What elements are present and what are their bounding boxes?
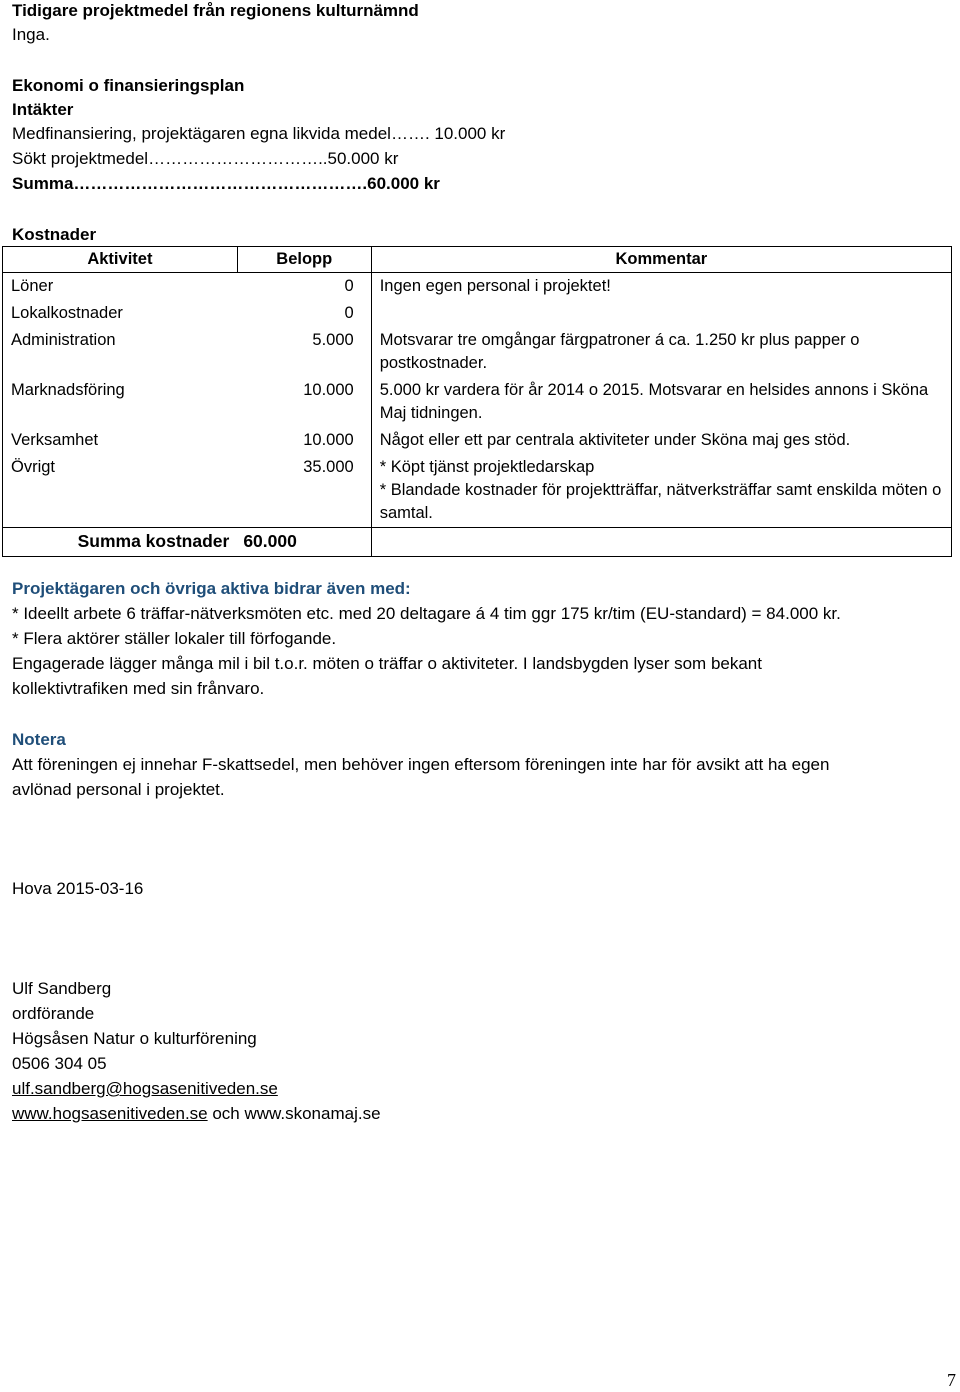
comment-line: * Blandade kostnader för projektträffar, nätverksträffar samt enskilda möten o samtal. bbox=[379, 481, 942, 522]
signer-role: ordförande bbox=[12, 1004, 95, 1023]
table-row bbox=[3, 300, 952, 327]
cell-activity: Verksamhet bbox=[3, 427, 238, 454]
economy-heading: Ekonomi o finansieringsplan bbox=[12, 76, 245, 95]
costs-header-row bbox=[3, 247, 952, 273]
table-row bbox=[3, 377, 952, 427]
cell-activity: Lokalkostnader bbox=[3, 300, 238, 327]
note-heading: Notera bbox=[12, 730, 66, 749]
cell-amount: 0 bbox=[237, 273, 371, 301]
phone-number: 0506 304 05 bbox=[12, 1054, 107, 1073]
costs-heading: Kostnader bbox=[12, 225, 97, 244]
website-text: www.skonamaj.se bbox=[244, 1104, 381, 1123]
costs-sum-row bbox=[3, 528, 952, 557]
organization-name: Högsåsen Natur o kulturförening bbox=[12, 1029, 257, 1048]
income-line-sum: Summa…………………………………………….60.000 kr bbox=[12, 174, 440, 193]
cell-amount: 10.000 bbox=[237, 427, 371, 454]
table-row bbox=[3, 273, 952, 301]
cell-amount: 5.000 bbox=[237, 327, 371, 377]
cell-comment: 5.000 kr vardera för år 2014 o 2015. Motsvarar en helsides annons i Sköna Maj tidningen. bbox=[371, 377, 951, 427]
website-link[interactable]: www.hogsasenitiveden.se bbox=[12, 1104, 208, 1123]
note-line: avlönad personal i projektet. bbox=[12, 780, 225, 799]
previous-funding-heading: Tidigare projektmedel från regionens kulturnämnd bbox=[12, 1, 419, 20]
cell-activity: Övrigt bbox=[3, 454, 238, 528]
contributions-line: kollektivtrafiken med sin frånvaro. bbox=[12, 679, 265, 698]
cell-amount: 0 bbox=[237, 300, 371, 327]
contributions-line: * Ideellt arbete 6 träffar-nätverksmöten etc. med 20 deltagare á 4 tim ggr 175 kr/tim (EU-standard) = 84.000 kr. bbox=[12, 604, 841, 623]
income-line-applied: Sökt projektmedel…………………………..50.000 kr bbox=[12, 149, 399, 168]
cell-comment: Något eller ett par centrala aktiviteter under Sköna maj ges stöd. bbox=[371, 427, 951, 454]
previous-funding-answer: Inga. bbox=[12, 25, 50, 44]
website-separator: och bbox=[207, 1104, 245, 1123]
sum-value: 60.000 bbox=[237, 528, 371, 557]
sum-comment-empty bbox=[371, 528, 951, 557]
signer-name: Ulf Sandberg bbox=[12, 979, 112, 998]
header-comment: Kommentar bbox=[371, 247, 951, 273]
header-activity: Aktivitet bbox=[3, 247, 238, 273]
contributions-line: Engagerade lägger många mil i bil t.o.r. möten o träffar o aktiviteter. I landsbygden lyser som bekant bbox=[12, 654, 762, 673]
page-number: 7 bbox=[947, 1370, 956, 1390]
cell-comment bbox=[371, 300, 951, 327]
income-heading: Intäkter bbox=[12, 100, 74, 119]
website-line bbox=[12, 1103, 381, 1125]
contributions-line: * Flera aktörer ställer lokaler till förfogande. bbox=[12, 629, 337, 648]
table-row bbox=[3, 427, 952, 454]
cell-activity: Löner bbox=[3, 273, 238, 301]
email-link[interactable]: ulf.sandberg@hogsasenitiveden.se bbox=[12, 1079, 278, 1098]
note-line: Att föreningen ej innehar F-skattsedel, men behöver ingen eftersom föreningen inte har för avsikt att ha egen bbox=[12, 755, 830, 774]
email-line bbox=[12, 1078, 278, 1100]
cell-comment: Ingen egen personal i projektet! bbox=[371, 273, 951, 301]
contributions-heading: Projektägaren och övriga aktiva bidrar även med: bbox=[12, 579, 411, 598]
sum-label: Summa kostnader bbox=[3, 528, 238, 557]
cell-amount: 35.000 bbox=[237, 454, 371, 528]
cell-amount: 10.000 bbox=[237, 377, 371, 427]
cell-activity: Marknadsföring bbox=[3, 377, 238, 427]
table-row bbox=[3, 327, 952, 377]
cell-comment bbox=[371, 454, 951, 528]
cell-comment: Motsvarar tre omgångar färgpatroner á ca. 1.250 kr plus papper o postkostnader. bbox=[371, 327, 951, 377]
cell-activity: Administration bbox=[3, 327, 238, 377]
comment-line: * Köpt tjänst projektledarskap bbox=[379, 458, 595, 476]
income-line-cofinancing: Medfinansiering, projektägaren egna likvida medel……. 10.000 kr bbox=[12, 124, 506, 143]
table-row bbox=[3, 454, 952, 528]
costs-table bbox=[2, 246, 952, 557]
header-amount: Belopp bbox=[237, 247, 371, 273]
place-date: Hova 2015-03-16 bbox=[12, 879, 144, 898]
